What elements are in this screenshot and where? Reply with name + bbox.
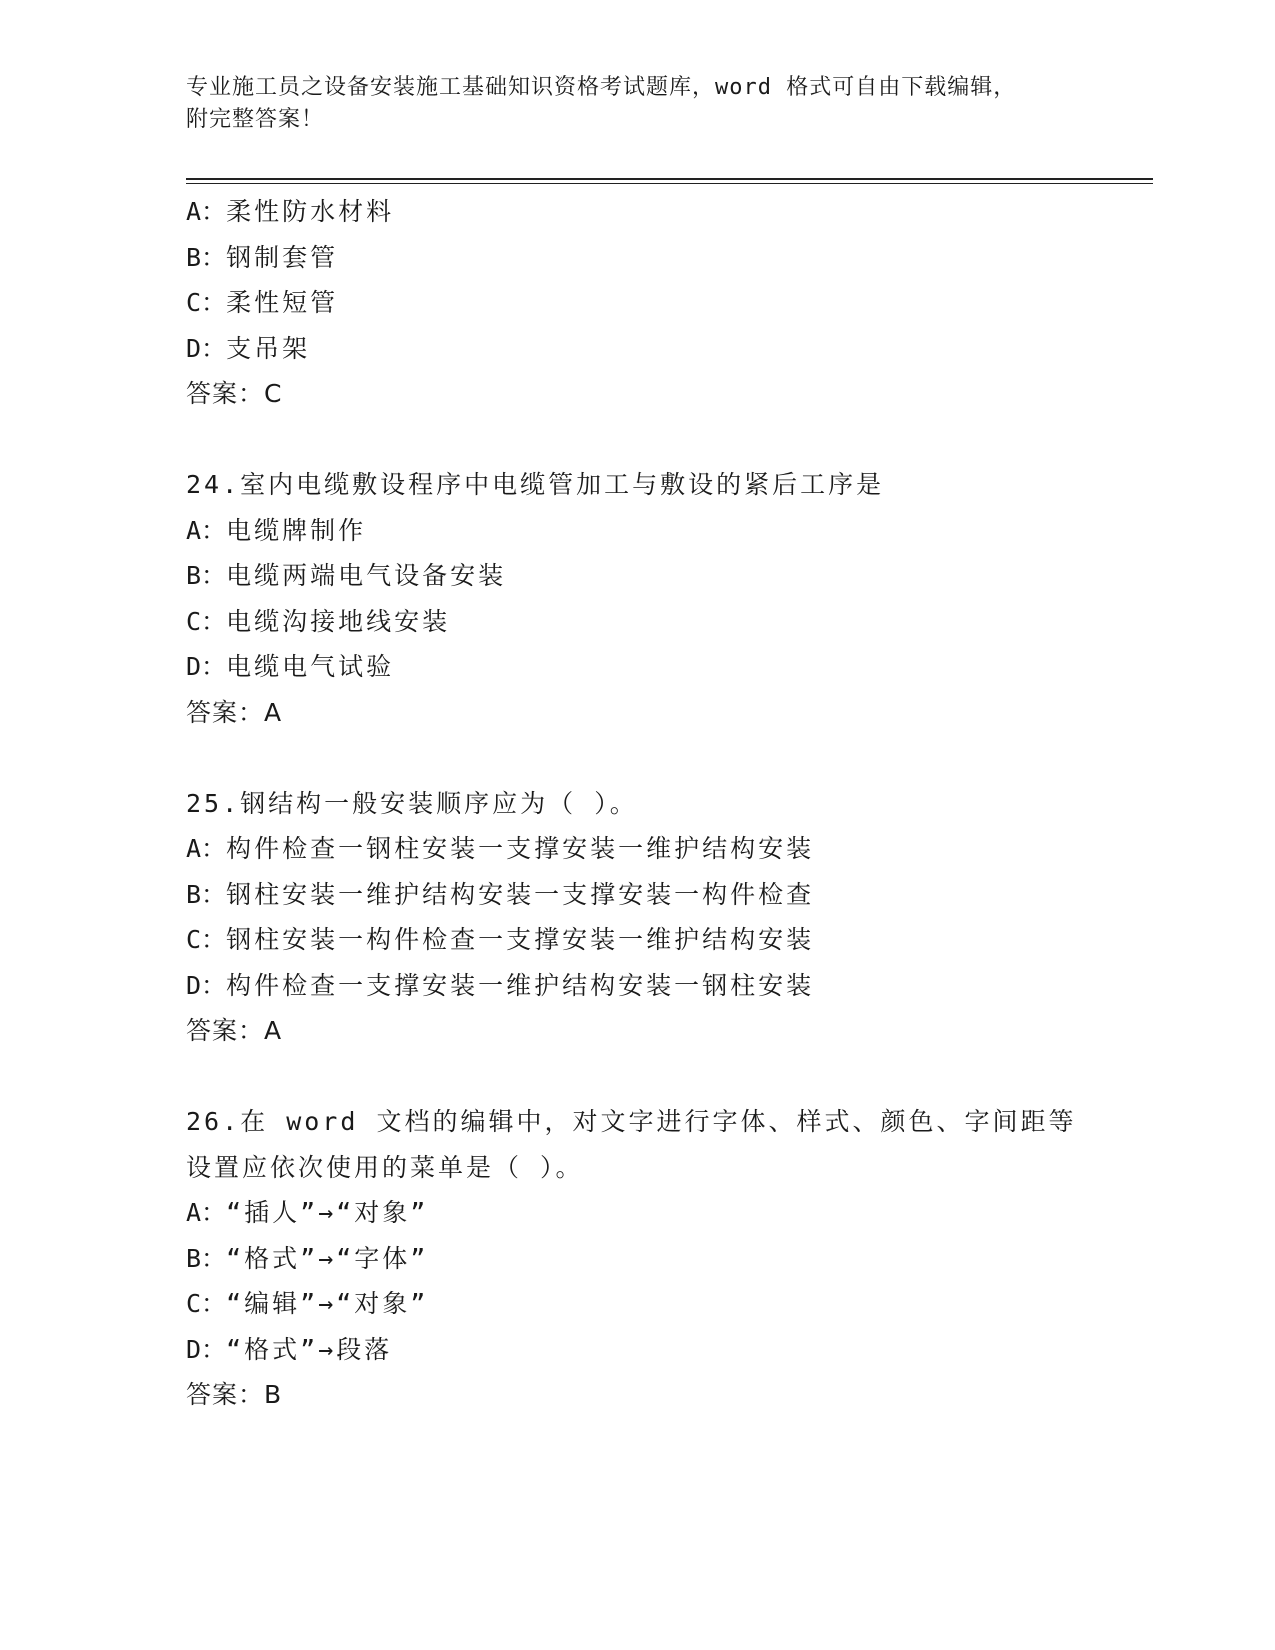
document-header	[186, 72, 1086, 136]
option-a: A：“插人”→“对象”	[186, 1198, 429, 1227]
question-block-26	[186, 1099, 1146, 1418]
option-c: C：柔性短管	[186, 288, 339, 317]
question-stem-line-1: 26.在 word 文档的编辑中，对文字进行字体、样式、颜色、字间距等	[186, 1107, 1077, 1136]
option-d: D：电缆电气试验	[186, 652, 395, 681]
option-a: A：柔性防水材料	[186, 197, 395, 226]
header-line-2: 附完整答案！	[186, 107, 325, 132]
spacer	[186, 735, 1146, 781]
option-b: B：“格式”→“字体”	[186, 1243, 429, 1273]
question-block-24	[186, 462, 1146, 735]
spacer	[186, 417, 1146, 463]
option-a: A：电缆牌制作	[186, 515, 367, 545]
question-block-prev	[186, 189, 1146, 417]
question-content	[186, 189, 1146, 1418]
question-stem: 25.钢结构一般安装顺序应为（ ）。	[186, 788, 638, 818]
option-b: B：钢制套管	[186, 242, 339, 272]
question-block-25	[186, 781, 1146, 1054]
question-stem: 24.室内电缆敷设程序中电缆管加工与敷设的紧后工序是	[186, 470, 885, 499]
option-b: B：钢柱安装一维护结构安装一支撑安装一构件检查	[186, 879, 815, 909]
option-d: D：“格式”→段落	[186, 1334, 393, 1364]
spacer	[186, 1054, 1146, 1100]
header-divider-thick	[186, 178, 1153, 180]
question-stem-line-2: 设置应依次使用的菜单是（ ）。	[186, 1152, 584, 1182]
answer-label: 答案：C	[186, 379, 283, 408]
answer-label: 答案：A	[186, 697, 283, 727]
option-b: B：电缆两端电气设备安装	[186, 561, 507, 590]
header-line-1: 专业施工员之设备安装施工基础知识资格考试题库，word 格式可自由下载编辑，	[186, 75, 1017, 100]
header-divider-thin	[186, 183, 1153, 184]
option-d: D：支吊架	[186, 333, 311, 363]
option-c: C：电缆沟接地线安装	[186, 606, 451, 636]
answer-label: 答案：B	[186, 1380, 283, 1409]
option-c: C：“编辑”→“对象”	[186, 1289, 429, 1318]
option-d: D：构件检查一支撑安装一维护结构安装一钢柱安装	[186, 970, 815, 1000]
option-a: A：构件检查一钢柱安装一支撑安装一维护结构安装	[186, 834, 815, 863]
answer-label: 答案：A	[186, 1016, 283, 1045]
option-c: C：钢柱安装一构件检查一支撑安装一维护结构安装	[186, 925, 815, 954]
